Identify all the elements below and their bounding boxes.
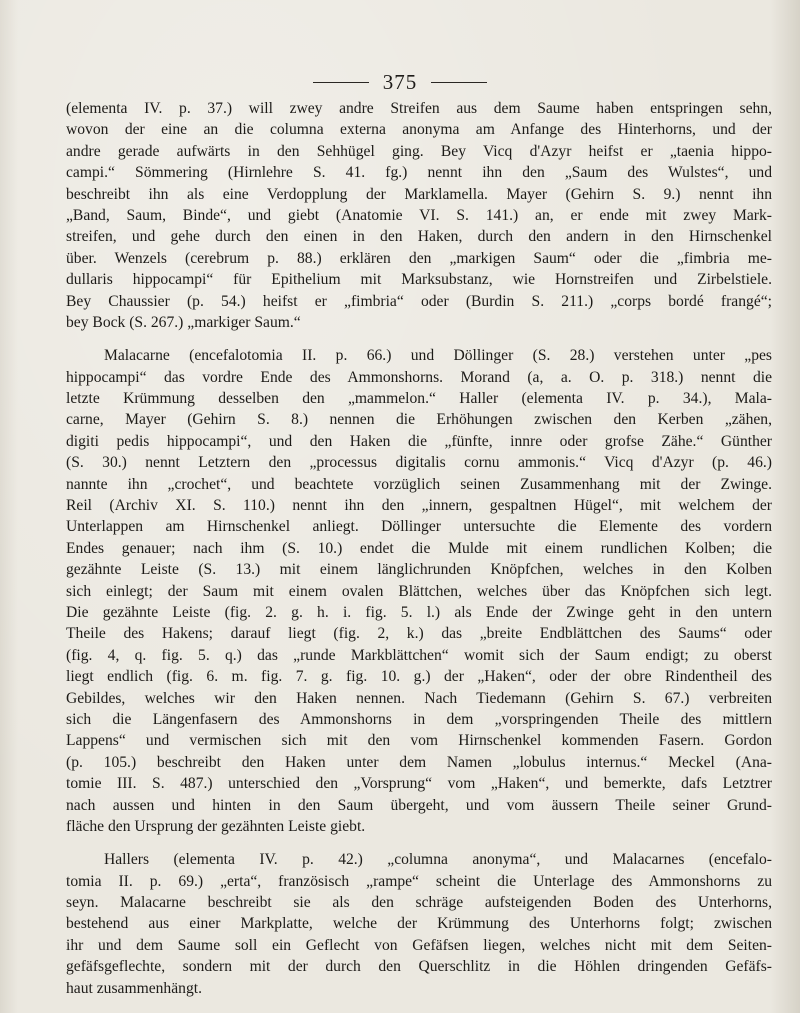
text-line: letzte Krümmung desselben den „mammelon.“ Haller (elementa IV. p. 34.), Mala- [66, 390, 772, 408]
text-line: seyn. Malacarne beschreibt sie als den schräge aufsteigenden Boden des Unterhorns, [66, 894, 772, 912]
text-line: „Band, Saum, Binde“, und giebt (Anatomie VI. S. 141.) an, er ende mit zwey Mark- [66, 206, 772, 224]
text-line: Endes genauer; nach ihm (S. 10.) endet die Mulde mit einem rundlichen Kolben; die [66, 539, 772, 557]
page-header [0, 70, 800, 95]
text-line: Theile des Hakens; darauf liegt (fig. 2, k.) das „breite Endblättchen des Saums“ oder [66, 625, 772, 643]
text-line: hippocampi“ das vordre Ende des Ammonshorns. Morand (a, a. O. p. 318.) nennt die [66, 368, 772, 386]
body-text [66, 98, 772, 1011]
text-line: nannte ihn „crochet“, und beachtete vorzüglich seinen Zusammenhang mit der Zwinge. [66, 475, 772, 493]
text-line: Reil (Archiv XI. S. 110.) nennt ihn den „innern, gespaltnen Hügel“, mit welchem der [66, 497, 772, 515]
text-line: beschreibt ihn als eine Verdopplung der Marklamella. Mayer (Gehirn S. 9.) nennt ihn [66, 185, 772, 203]
text-line: Malacarne (encefalotomia II. p. 66.) und Döllinger (S. 28.) verstehen unter „pes [104, 347, 772, 365]
text-line: bey Bock (S. 267.) „markiger Saum.“ [66, 313, 301, 331]
paragraph-1 [66, 98, 772, 333]
text-line: Unterlappen am Hirnschenkel anliegt. Döllinger untersuchte die Elemente des vordern [66, 518, 772, 536]
text-line: tomie III. S. 487.) unterschied den „Vorsprung“ vom „Haken“, und bemerkte, dafs Letztrer [66, 775, 772, 793]
header-rule-right [431, 82, 487, 83]
text-line: fläche den Ursprung der gezähnten Leiste giebt. [66, 817, 366, 835]
text-line: (elementa IV. p. 37.) will zwey andre Streifen aus dem Saume haben entspringen sehn, [66, 100, 772, 117]
text-line: digiti pedis hippocampi“, und den Haken die „fünfte, innre oder grofse Zähe.“ Günther [66, 432, 772, 450]
text-line: (fig. 4, q. fig. 5. q.) das „runde Markblättchen“ womit sich der Saum endigt; zu oberst [66, 646, 772, 664]
text-line: Hallers (elementa IV. p. 42.) „columna anonyma“, und Malacarnes (encefalo- [104, 851, 772, 869]
text-line: tomia II. p. 69.) „erta“, französisch „rampe“ scheint die Unterlage des Ammonshorns zu [66, 872, 772, 890]
text-line: Lappens“ und vermischen sich mit den vom Hirnschenkel kommenden Fasern. Gordon [66, 732, 772, 750]
text-line: andre gerade aufwärts in den Sehhügel ging. Bey Vicq d'Azyr heifst er „taenia hippo- [66, 142, 772, 160]
page-number: 375 [382, 70, 418, 94]
text-line: carne, Mayer (Gehirn S. 8.) nennen die Erhöhungen zwischen den Kerben „zähen, [66, 411, 772, 429]
text-line: (p. 105.) beschreibt den Haken unter dem Namen „lobulus internus.“ Meckel (Ana- [66, 753, 772, 771]
paragraph-3 [66, 849, 772, 999]
text-line: wovon der eine an die columna externa anonyma am Anfange des Hinterhorns, und der [66, 121, 772, 139]
text-line: sich einlegt; der Saum mit einem ovalen Blättchen, welches über das Knöpfchen sich legt. [66, 582, 772, 600]
text-line: liegt endlich (fig. 6. m. fig. 7. g. fig. 10. g.) der „Haken“, oder der obre Rindentheil des [66, 668, 772, 686]
paragraph-2 [66, 345, 772, 837]
text-line: Die gezähnte Leiste (fig. 2. g. h. i. fig. 5. l.) als Ende der Zwinge geht in den untern [66, 603, 772, 621]
text-line: campi.“ Sömmering (Hirnlehre S. 41. fg.) nennt ihn den „Saum des Wulstes“, und [66, 164, 772, 182]
text-line: dullaris hippocampi“ für Epithelium mit Marksubstanz, wie Hornstreifen und Zirbelstiele. [66, 271, 772, 289]
text-line: sich die Längenfasern des Ammonshorns in dem „vorspringenden Theile des mittlern [66, 710, 772, 728]
text-line: (S. 30.) nennt Letztern den „processus digitalis cornu ammonis.“ Vicq d'Azyr (p. 46.) [66, 454, 772, 472]
text-line: nach aussen und hinten in den Saum übergeht, und vom äussern Theile seiner Grund- [66, 796, 772, 814]
text-line: ihr und dem Saume soll ein Geflecht von Gefäfsen liegen, welches nicht mit dem Seiten- [66, 936, 772, 954]
text-line: Bey Chaussier (p. 54.) heifst er „fimbria“ oder (Burdin S. 211.) „corps bordé frangé“; [66, 292, 772, 310]
text-line: bestehend aus einer Markplatte, welche der Krümmung des Unterhorns folgt; zwischen [66, 915, 772, 933]
text-line: gefäfsgeflechte, sondern mit der durch den Querschlitz in die Höhlen dringenden Gefäfs- [66, 958, 772, 976]
text-line: Gebildes, welches wir den Haken nennen. Nach Tiedemann (Gehirn S. 67.) verbreiten [66, 689, 772, 707]
text-line: haut zusammenhängt. [66, 979, 202, 997]
text-line: über. Wenzels (cerebrum p. 88.) erklären den „markigen Saum“ oder die „fimbria me- [66, 249, 772, 267]
text-line: streifen, und gehe durch den einen in den Haken, durch den andern in den Hirnschenkel [66, 228, 772, 246]
header-rule-left [313, 82, 369, 83]
text-line: gezähnte Leiste (S. 13.) mit einem länglichrunden Knöpfchen, welches in den Kolben [66, 561, 772, 579]
